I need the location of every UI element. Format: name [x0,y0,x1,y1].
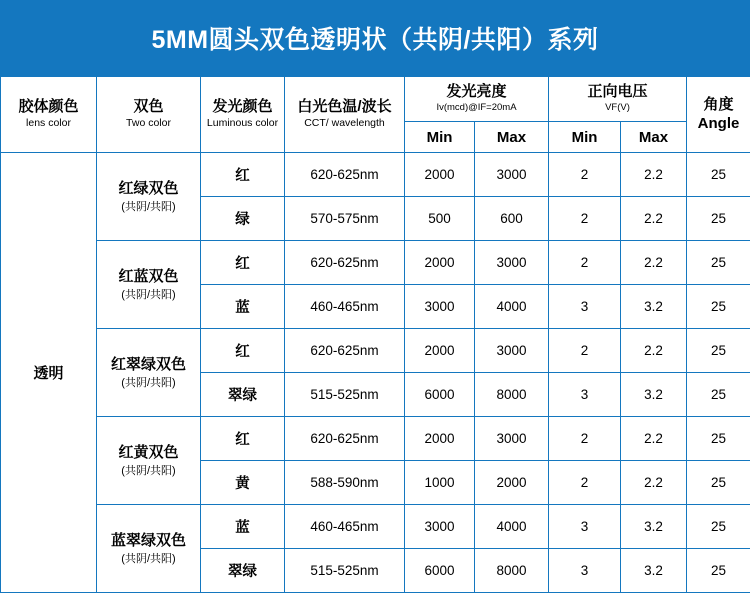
cell-iv-min: 3000 [405,285,475,329]
table-body [1,153,750,593]
cell-vf-max: 2.2 [621,241,687,285]
cell-iv-min: 6000 [405,549,475,593]
cell-luminous-color: 黄 [201,461,285,505]
cell-cct: 620-625nm [285,153,405,197]
cell-angle: 25 [687,461,750,505]
cell-luminous-color: 红 [201,153,285,197]
cell-vf-max: 2.2 [621,329,687,373]
page-title-bar [0,0,750,76]
col-cct-wavelength: 白光色温/波长 CCT/ wavelength [285,77,405,153]
cell-iv-max: 600 [475,197,549,241]
cell-iv-min: 2000 [405,417,475,461]
cell-iv-max: 3000 [475,329,549,373]
cell-vf-min: 3 [549,373,621,417]
cell-cct: 620-625nm [285,241,405,285]
group-name: 红蓝双色 [118,267,179,285]
cell-angle: 25 [687,153,750,197]
group-name: 红绿双色 [118,179,179,197]
cell-luminous-color: 红 [201,241,285,285]
cell-angle: 25 [687,197,750,241]
col-brightness-group: 发光亮度 Iv(mcd)@IF=20mA [405,77,549,122]
cell-iv-max: 3000 [475,153,549,197]
cell-iv-min: 1000 [405,461,475,505]
table-row [1,329,750,373]
cell-angle: 25 [687,285,750,329]
group-name: 红翠绿双色 [110,355,186,373]
col-two-color: 双色 Two color [97,77,201,153]
col-vf-max: Max [621,122,687,153]
cell-vf-max: 3.2 [621,373,687,417]
cell-vf-max: 2.2 [621,417,687,461]
cell-vf-max: 2.2 [621,197,687,241]
cell-luminous-color: 红 [201,417,285,461]
cell-iv-max: 4000 [475,505,549,549]
cell-vf-min: 3 [549,285,621,329]
col-vf-min: Min [549,122,621,153]
cell-vf-min: 2 [549,153,621,197]
cell-iv-max: 8000 [475,549,549,593]
cell-vf-max: 3.2 [621,505,687,549]
cell-cct: 570-575nm [285,197,405,241]
table-row [1,241,750,285]
cell-iv-min: 2000 [405,241,475,285]
col-luminous-color: 发光颜色 Luminous color [201,77,285,153]
table-header [1,77,750,153]
cell-cct: 620-625nm [285,329,405,373]
cell-vf-min: 2 [549,329,621,373]
cell-cct: 460-465nm [285,505,405,549]
page-title: 5MM圆头双色透明状（共阴/共阳）系列 [151,26,599,54]
cell-two-color-group [97,329,201,417]
cell-vf-min: 3 [549,505,621,549]
cell-vf-max: 3.2 [621,549,687,593]
cell-lens-color: 透明 [1,153,97,593]
cell-two-color-group [97,417,201,505]
cell-iv-max: 3000 [475,417,549,461]
cell-iv-max: 2000 [475,461,549,505]
col-brightness-min: Min [405,122,475,153]
cell-iv-min: 2000 [405,329,475,373]
cell-cct: 588-590nm [285,461,405,505]
cell-angle: 25 [687,241,750,285]
group-name: 红黄双色 [118,443,179,461]
cell-luminous-color: 蓝 [201,285,285,329]
cell-cct: 460-465nm [285,285,405,329]
cell-angle: 25 [687,417,750,461]
table-row [1,153,750,197]
cell-vf-min: 3 [549,549,621,593]
cell-angle: 25 [687,549,750,593]
cell-iv-min: 3000 [405,505,475,549]
cell-vf-max: 2.2 [621,153,687,197]
cell-luminous-color: 绿 [201,197,285,241]
cell-iv-max: 8000 [475,373,549,417]
cell-two-color-group [97,505,201,593]
cell-two-color-group [97,241,201,329]
cell-vf-min: 2 [549,241,621,285]
cell-angle: 25 [687,505,750,549]
cell-angle: 25 [687,329,750,373]
cell-iv-max: 3000 [475,241,549,285]
col-lens-color: 胶体颜色 lens color [1,77,97,153]
col-brightness-max: Max [475,122,549,153]
table-row [1,505,750,549]
group-sub: (共阴/共阳) [121,465,176,478]
cell-iv-min: 500 [405,197,475,241]
col-forward-voltage-group: 正向电压 VF(V) [549,77,687,122]
group-sub: (共阴/共阳) [121,377,176,390]
cell-vf-max: 2.2 [621,461,687,505]
cell-luminous-color: 翠绿 [201,549,285,593]
group-name: 蓝翠绿双色 [110,531,186,549]
cell-iv-min: 2000 [405,153,475,197]
group-sub: (共阴/共阳) [121,201,176,214]
cell-cct: 620-625nm [285,417,405,461]
col-angle: 角度 Angle [687,77,750,153]
group-sub: (共阴/共阳) [121,289,176,302]
table-row [1,417,750,461]
cell-cct: 515-525nm [285,549,405,593]
cell-vf-min: 2 [549,461,621,505]
cell-iv-min: 6000 [405,373,475,417]
cell-angle: 25 [687,373,750,417]
cell-luminous-color: 翠绿 [201,373,285,417]
cell-luminous-color: 蓝 [201,505,285,549]
cell-cct: 515-525nm [285,373,405,417]
cell-vf-max: 3.2 [621,285,687,329]
group-sub: (共阴/共阳) [121,553,176,566]
cell-two-color-group [97,153,201,241]
cell-iv-max: 4000 [475,285,549,329]
cell-luminous-color: 红 [201,329,285,373]
led-spec-table [0,76,750,593]
cell-vf-min: 2 [549,417,621,461]
cell-vf-min: 2 [549,197,621,241]
table-header-row-top [1,77,750,122]
